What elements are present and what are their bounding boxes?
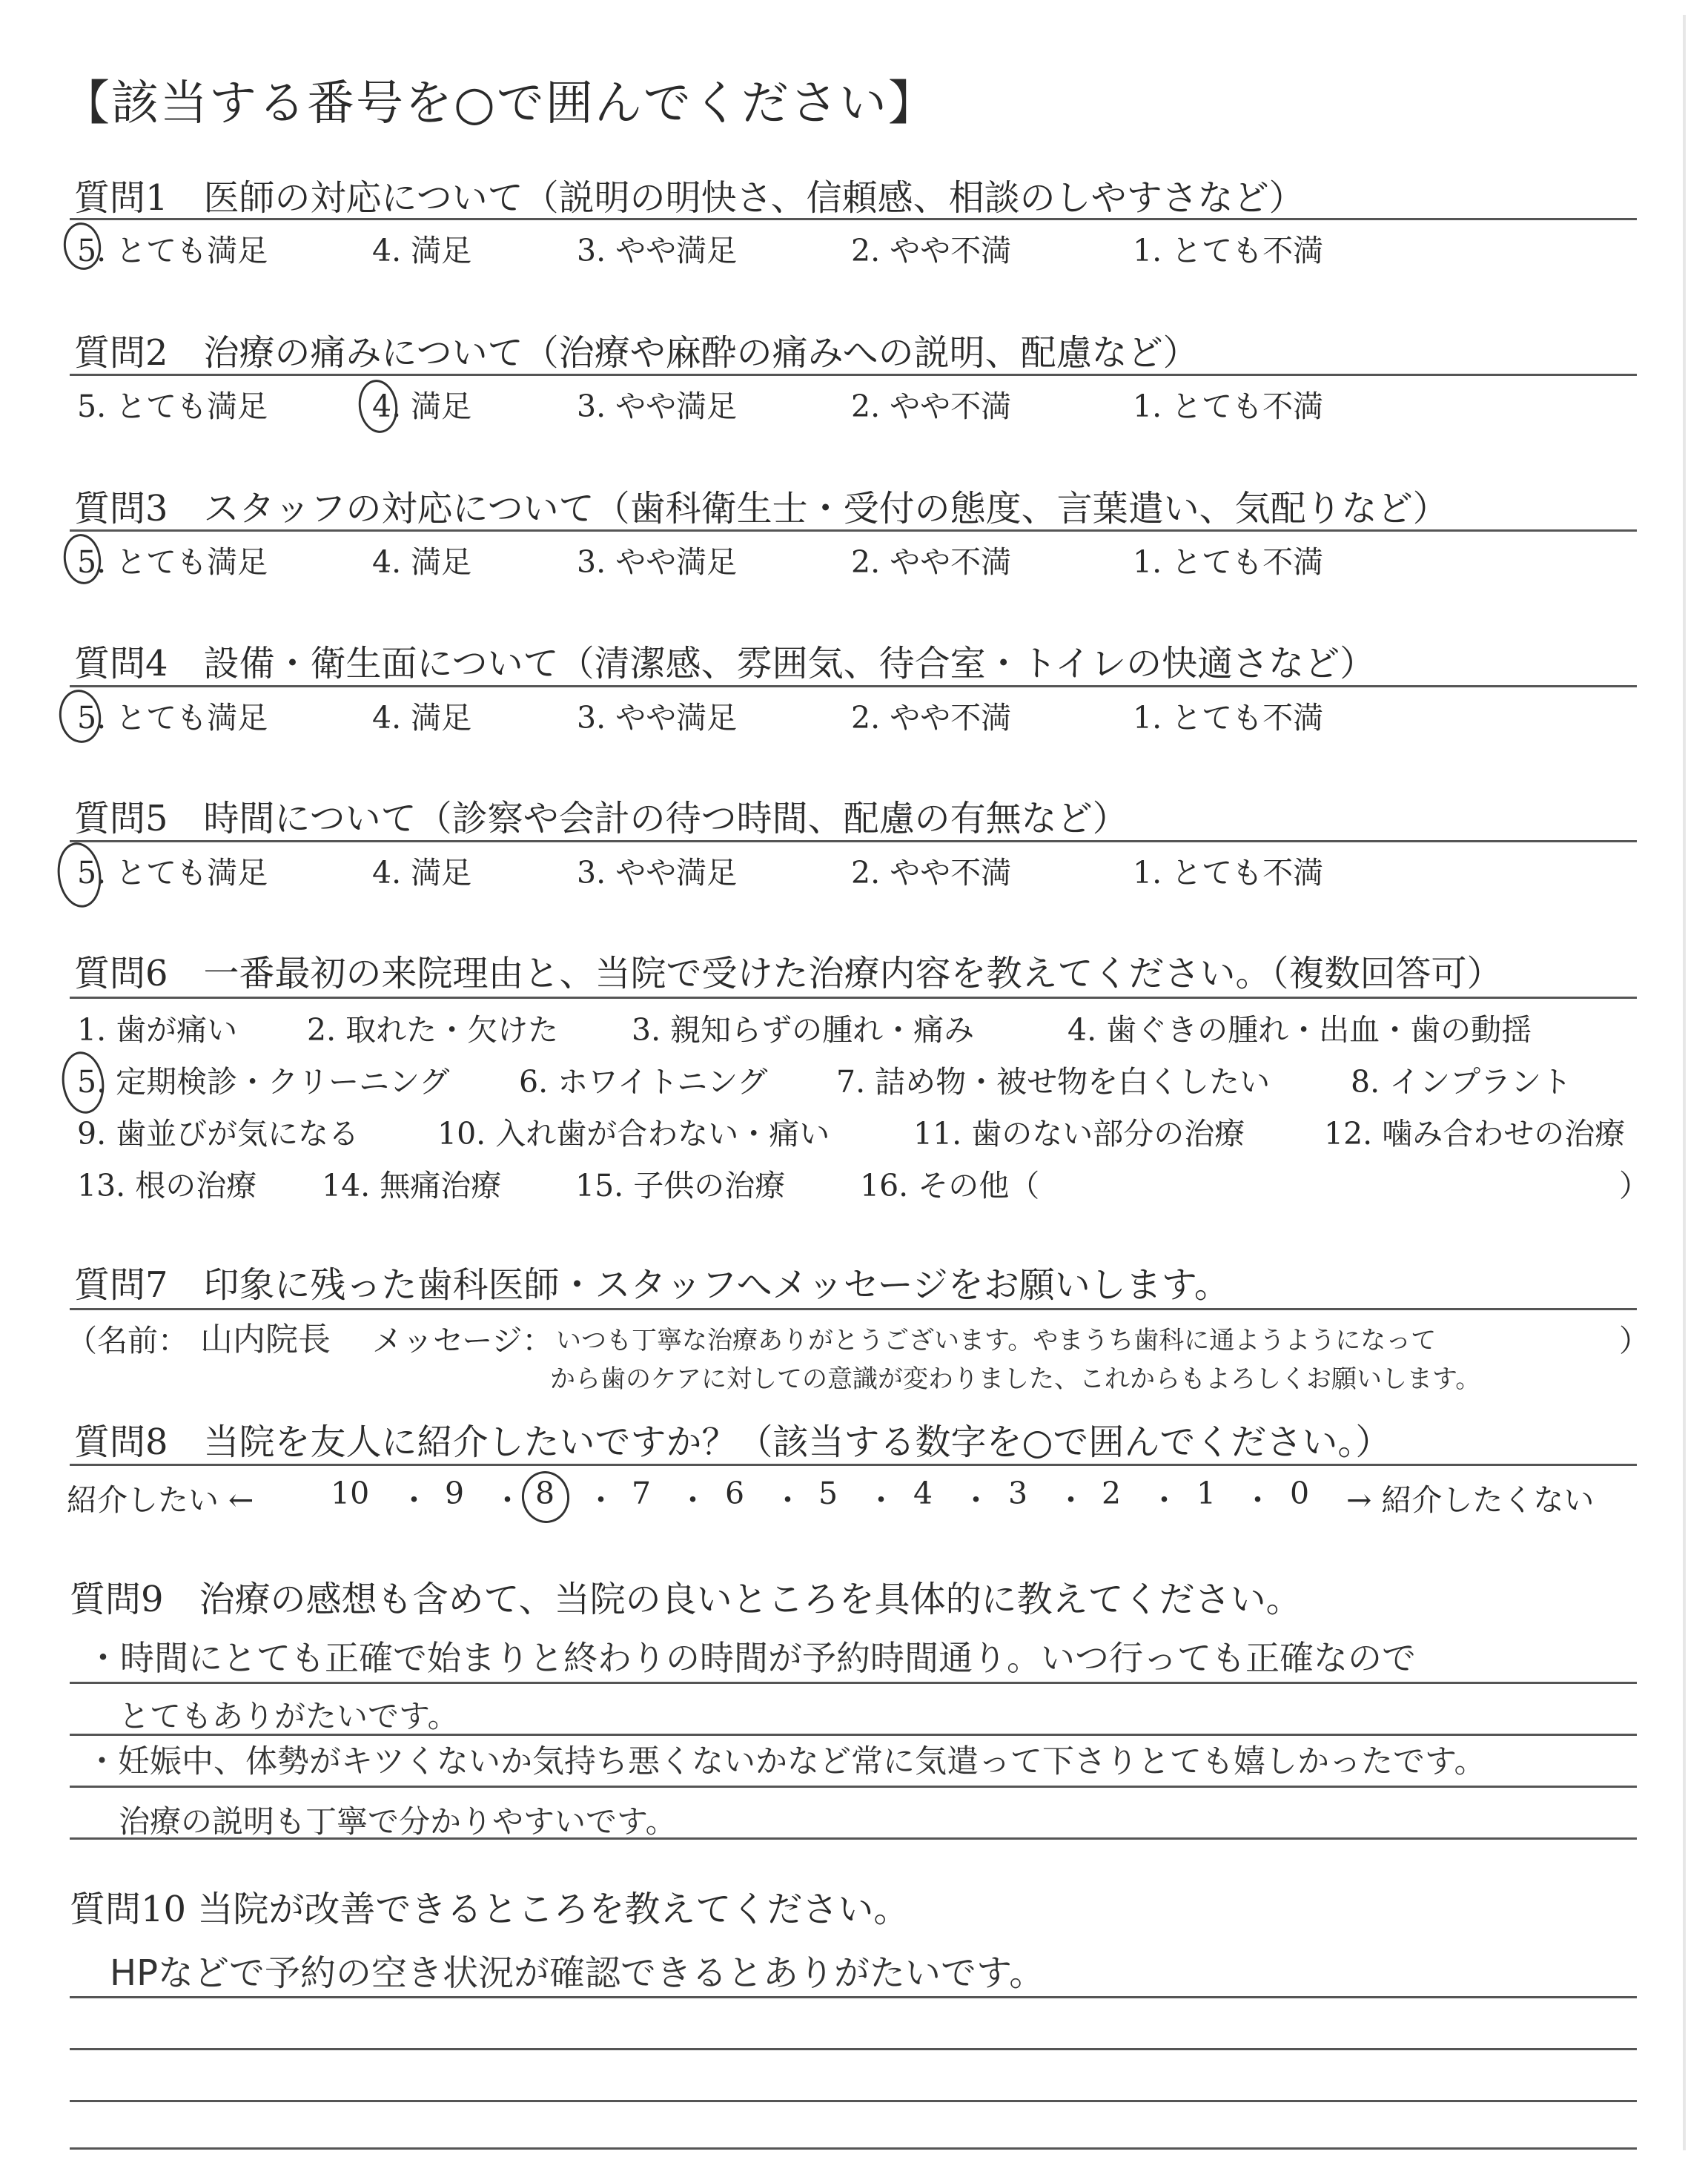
q2-option-4[interactable]: 4. 満足 — [372, 389, 472, 424]
q8-score-6[interactable]: 6 — [725, 1476, 745, 1511]
q1-option-1[interactable]: 1. とても不満 — [1133, 233, 1324, 268]
q8-separator: ・ — [1242, 1482, 1273, 1518]
q4-option-2[interactable]: 2. やや不満 — [851, 700, 1012, 736]
q6-option-8[interactable]: 8. インプラント — [1351, 1064, 1572, 1100]
q5-rule — [70, 840, 1637, 842]
q8-separator: ・ — [492, 1482, 523, 1518]
q4-option-1[interactable]: 1. とても不満 — [1133, 700, 1324, 736]
q9-rule-1 — [70, 1682, 1637, 1684]
q4-option-4[interactable]: 4. 満足 — [372, 700, 472, 736]
q1-rule — [70, 218, 1637, 220]
scan-edge — [1683, 15, 1686, 2150]
q3-option-1[interactable]: 1. とても不満 — [1133, 544, 1324, 580]
q10-heading: 質問10 当院が改善できるところを教えてください。 — [70, 1889, 910, 1930]
q6-rule — [70, 997, 1637, 999]
page-title: 【該当する番号を○で囲んでください】 — [62, 76, 937, 131]
q8-left-label: 紹介したい ← — [67, 1482, 254, 1518]
q3-heading: 質問3 スタッフの対応について（歯科衛生士・受付の態度、言葉遣い、気配りなど） — [74, 488, 1449, 529]
q7-name-label: （名前： — [67, 1323, 188, 1358]
q2-option-3[interactable]: 3. やや満足 — [577, 389, 738, 424]
q5-option-4[interactable]: 4. 満足 — [372, 855, 472, 891]
q7-rule — [70, 1308, 1637, 1310]
q8-separator: ・ — [399, 1482, 429, 1518]
q3-rule — [70, 529, 1637, 532]
q6-option-15[interactable]: 15. 子供の治療 — [575, 1168, 786, 1203]
q9-heading: 質問9 治療の感想も含めて、当院の良いところを具体的に教えてください。 — [70, 1579, 1302, 1620]
q7-name-value[interactable]: 山内院長 — [200, 1321, 331, 1358]
q9-answer-line-4[interactable]: 治療の説明も丁寧で分かりやすいです。 — [119, 1803, 677, 1840]
q8-score-4[interactable]: 4 — [913, 1476, 933, 1511]
q8-score-2[interactable]: 2 — [1102, 1476, 1122, 1511]
q8-score-1[interactable]: 1 — [1196, 1476, 1217, 1511]
q8-score-10[interactable]: 10 — [331, 1476, 370, 1511]
q6-option-12[interactable]: 12. 噛み合わせの治療 — [1324, 1116, 1626, 1152]
q6-option-10[interactable]: 10. 入れ歯が合わない・痛い — [437, 1116, 830, 1152]
q4-option-3[interactable]: 3. やや満足 — [577, 700, 738, 736]
q8-separator: ・ — [772, 1482, 803, 1518]
q8-separator: ・ — [678, 1482, 708, 1518]
q6-option-3[interactable]: 3. 親知らずの腫れ・痛み — [632, 1012, 975, 1048]
q8-separator: ・ — [586, 1482, 616, 1518]
q6-option-2[interactable]: 2. 取れた・欠けた — [307, 1012, 559, 1048]
q3-option-5[interactable]: 5. とても満足 — [77, 544, 268, 580]
q9-answer-line-2[interactable]: とてもありがたいです。 — [119, 1698, 459, 1734]
q8-score-8[interactable]: 8 — [535, 1476, 555, 1511]
q7-close-paren: ） — [1619, 1323, 1649, 1358]
q6-option-7[interactable]: 7. 詰め物・被せ物を白くしたい — [836, 1064, 1271, 1100]
q8-separator: ・ — [1056, 1482, 1086, 1518]
q8-score-3[interactable]: 3 — [1008, 1476, 1028, 1511]
q5-option-3[interactable]: 3. やや満足 — [577, 855, 738, 891]
q1-heading: 質問1 医師の対応について（説明の明快さ、信頼感、相談のしやすさなど） — [74, 177, 1305, 219]
q6-option-13[interactable]: 13. 根の治療 — [77, 1168, 257, 1203]
q6-option-1[interactable]: 1. 歯が痛い — [77, 1012, 238, 1048]
q2-option-2[interactable]: 2. やや不満 — [851, 389, 1012, 424]
q8-score-0[interactable]: 0 — [1290, 1476, 1310, 1511]
q6-heading: 質問6 一番最初の来院理由と、当院で受けた治療内容を教えてください。（複数回答可） — [74, 953, 1503, 994]
q10-rule-1 — [70, 1996, 1637, 1998]
q6-option-6[interactable]: 6. ホワイトニング — [519, 1064, 768, 1100]
q10-rule-3 — [70, 2100, 1637, 2102]
q5-option-2[interactable]: 2. やや不満 — [851, 855, 1012, 891]
q5-option-1[interactable]: 1. とても不満 — [1133, 855, 1324, 891]
q2-rule — [70, 374, 1637, 376]
q10-answer-line-1[interactable]: HPなどで予約の空き状況が確認できるとありがたいです。 — [110, 1952, 1045, 1994]
q4-heading: 質問4 設備・衛生面について（清潔感、雰囲気、待合室・トイレの快適さなど） — [74, 643, 1376, 684]
q8-heading: 質問8 当院を友人に紹介したいですか？（該当する数字を○で囲んでください。） — [74, 1421, 1391, 1463]
q4-rule — [70, 685, 1637, 687]
q9-answer-line-1[interactable]: ・時間にとても正確で始まりと終わりの時間が予約時間通り。いつ行っても正確なので — [86, 1638, 1416, 1678]
q8-right-label: → 紹介したくない — [1346, 1482, 1595, 1518]
q3-option-2[interactable]: 2. やや不満 — [851, 544, 1012, 580]
q9-rule-3 — [70, 1786, 1637, 1788]
q1-option-3[interactable]: 3. やや満足 — [577, 233, 738, 268]
q1-option-2[interactable]: 2. やや不満 — [851, 233, 1012, 268]
q7-message-line-1[interactable]: いつも丁寧な治療ありがとうございます。やまうち歯科に通ようようになって — [556, 1326, 1437, 1355]
q6-option-9[interactable]: 9. 歯並びが気になる — [77, 1116, 360, 1152]
q5-option-5[interactable]: 5. とても満足 — [77, 855, 268, 891]
q8-separator: ・ — [961, 1482, 991, 1518]
q3-option-4[interactable]: 4. 満足 — [372, 544, 472, 580]
q1-option-4[interactable]: 4. 満足 — [372, 233, 472, 268]
q8-rule — [70, 1464, 1637, 1466]
q10-rule-2 — [70, 2048, 1637, 2050]
q6-option-5[interactable]: 5. 定期検診・クリーニング — [77, 1064, 450, 1100]
q8-separator: ・ — [866, 1482, 896, 1518]
q8-score-5[interactable]: 5 — [818, 1476, 838, 1511]
q5-heading: 質問5 時間について（診察や会計の待つ時間、配慮の有無など） — [74, 798, 1128, 839]
q3-option-3[interactable]: 3. やや満足 — [577, 544, 738, 580]
q7-message-label: メッセージ： — [372, 1323, 553, 1358]
q2-option-1[interactable]: 1. とても不満 — [1133, 389, 1324, 424]
q1-option-5[interactable]: 5. とても満足 — [77, 233, 268, 268]
q6-close-paren: ） — [1619, 1168, 1649, 1203]
q8-score-7[interactable]: 7 — [632, 1476, 652, 1511]
q7-heading: 質問7 印象に残った歯科医師・スタッフへメッセージをお願いします。 — [74, 1264, 1230, 1306]
q7-message-line-2[interactable]: から歯のケアに対しての意識が変わりました、これからもよろしくお願いします。 — [550, 1364, 1481, 1394]
q8-answer-circle — [518, 1468, 572, 1526]
q4-option-5[interactable]: 5. とても満足 — [77, 700, 268, 736]
q8-separator: ・ — [1149, 1482, 1179, 1518]
q6-option-11[interactable]: 11. 歯のない部分の治療 — [913, 1116, 1245, 1152]
q6-option-14[interactable]: 14. 無痛治療 — [322, 1168, 502, 1203]
q2-heading: 質問2 治療の痛みについて（治療や麻酔の痛みへの説明、配慮など） — [74, 332, 1199, 374]
q6-option-16[interactable]: 16. その他（ — [860, 1168, 1040, 1203]
q9-answer-line-3[interactable]: ・妊娠中、体勢がキツくないか気持ち悪くないかなど常に気遣って下さりとても嬉しかったです。 — [86, 1743, 1486, 1780]
q8-score-9[interactable]: 9 — [445, 1476, 465, 1511]
q6-option-4[interactable]: 4. 歯ぐきの腫れ・出血・歯の動揺 — [1068, 1012, 1532, 1048]
q10-rule-4 — [70, 2147, 1637, 2150]
q2-option-5[interactable]: 5. とても満足 — [77, 389, 268, 424]
